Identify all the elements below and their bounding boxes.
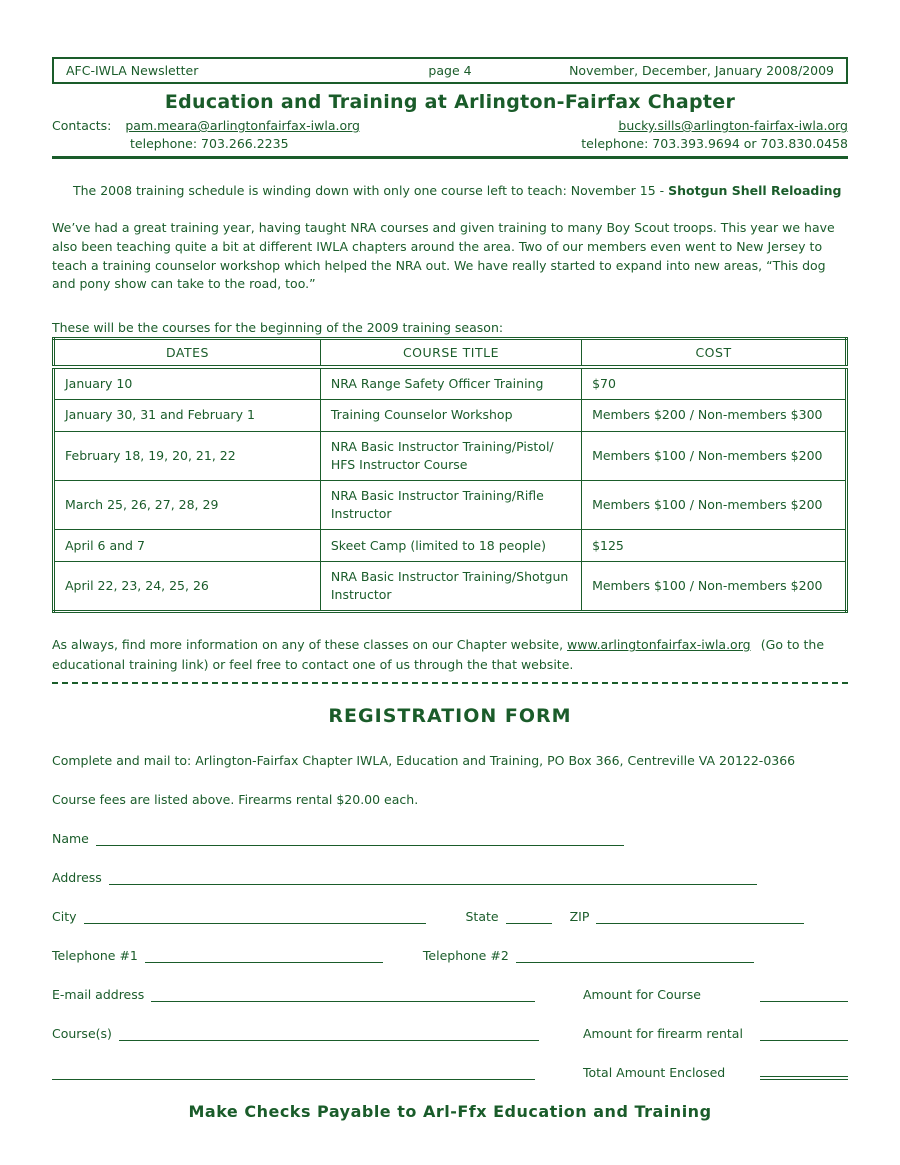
state-label: State [465, 909, 499, 925]
cell-course: NRA Basic Instructor Training/Shotgun Instructor [320, 562, 581, 612]
courses-blank-line [119, 1026, 539, 1041]
table-header-row [54, 339, 847, 367]
table-row [54, 399, 847, 431]
email-label: E-mail address [52, 987, 145, 1003]
amount-course-label: Amount for Course [583, 987, 701, 1003]
table-row [54, 480, 847, 529]
phones-row [52, 136, 848, 151]
total-enclosed-double-line [760, 1062, 848, 1080]
form-row-city-state-zip [52, 908, 848, 924]
table-row [54, 367, 847, 400]
form-row-email-amount [52, 986, 848, 1002]
table-row [54, 530, 847, 562]
address-blank-line [109, 870, 757, 885]
contact-email-left[interactable]: pam.meara@arlingtonfairfax-iwla.org [125, 118, 360, 133]
contact-phone-left: telephone: 703.266.2235 [130, 136, 289, 151]
mail-to-line: Complete and mail to: Arlington-Fairfax Chapter IWLA, Education and Training, PO Box 366, Centreville VA 20122-0366 [52, 753, 796, 769]
amount-course-blank-line [760, 987, 848, 1002]
website-note [52, 635, 848, 674]
page-title: Education and Training at Arlington-Fairfax Chapter [164, 91, 736, 113]
cell-dates: April 22, 23, 24, 25, 26 [54, 562, 321, 612]
form-row-telephones [52, 947, 848, 963]
form-row-courses-rental [52, 1025, 848, 1041]
course-schedule-table [52, 337, 848, 613]
form-row-name [52, 830, 848, 846]
form-row-address [52, 869, 848, 885]
website-note-after: (Go to the educational training link) or feel free to contact one of us through the that website. [52, 637, 825, 672]
total-enclosed-label: Total Amount Enclosed [583, 1065, 726, 1081]
cell-dates: January 10 [54, 367, 321, 400]
cell-course: NRA Basic Instructor Training/Rifle Instructor [320, 480, 581, 529]
page-number: page 4 [428, 63, 472, 78]
amount-rental-blank-line [760, 1026, 848, 1041]
column-header-cost: COST [582, 339, 847, 367]
issue-date: November, December, January 2008/2009 [569, 63, 835, 78]
cell-course: NRA Range Safety Officer Training [320, 367, 581, 400]
zip-label: ZIP [569, 909, 590, 925]
phone1-label: Telephone #1 [52, 948, 138, 964]
schedule-intro: These will be the courses for the beginning of the 2009 training season: [52, 320, 504, 335]
courses-continuation-blank-line [52, 1065, 535, 1080]
email-blank-line [151, 987, 535, 1002]
table-row [54, 562, 847, 612]
chapter-website-link[interactable]: www.arlingtonfairfax-iwla.org [567, 637, 751, 653]
form-row-total [52, 1064, 848, 1080]
contacts-row [52, 118, 848, 133]
cell-dates: February 18, 19, 20, 21, 22 [54, 431, 321, 480]
dashed-divider [52, 682, 848, 684]
name-label: Name [52, 831, 89, 847]
schedule-note-text: The 2008 training schedule is winding down with only one course left to teach: November 15 - [73, 183, 669, 198]
column-header-course: COURSE TITLE [320, 339, 581, 367]
zip-blank-line [596, 909, 804, 924]
amount-rental-label: Amount for firearm rental [583, 1026, 743, 1042]
training-year-paragraph: We’ve had a great training year, having taught NRA courses and given training to many Boy Scout troops. This year we have also been teaching quite a bit at different IWLA chapters around the area. Two of our members even went to New Jersey to teach a training counselor workshop which helped the NRA out. We have really started to expand into new areas, “This dog and pony show can take to the road, too.” [52, 220, 835, 292]
newsletter-name: AFC-IWLA Newsletter [66, 63, 199, 78]
city-label: City [52, 909, 77, 925]
contact-email-right[interactable]: bucky.sills@arlington-fairfax-iwla.org [618, 118, 848, 133]
page-header-box [52, 57, 848, 84]
table-row [54, 431, 847, 480]
contacts-label: Contacts: [52, 118, 112, 133]
phone1-blank-line [145, 948, 383, 963]
contact-phone-right: telephone: 703.393.9694 or 703.830.0458 [581, 136, 848, 151]
cell-cost: Members $100 / Non-members $200 [582, 562, 847, 612]
cell-cost: Members $200 / Non-members $300 [582, 399, 847, 431]
amount-rental-group [583, 1026, 848, 1041]
schedule-note [52, 183, 848, 198]
cell-course: Skeet Camp (limited to 18 people) [320, 530, 581, 562]
address-label: Address [52, 870, 102, 886]
cell-cost: Members $100 / Non-members $200 [582, 480, 847, 529]
total-enclosed-group [583, 1062, 848, 1080]
cell-cost: $70 [582, 367, 847, 400]
website-note-before: As always, find more information on any of these classes on our Chapter website, [52, 637, 568, 653]
amount-course-group [583, 987, 848, 1002]
phone2-blank-line [516, 948, 754, 963]
cell-dates: April 6 and 7 [54, 530, 321, 562]
column-header-dates: DATES [54, 339, 321, 367]
cell-dates: March 25, 26, 27, 28, 29 [54, 480, 321, 529]
state-blank-line [506, 909, 552, 924]
cell-cost: Members $100 / Non-members $200 [582, 431, 847, 480]
header-rule [52, 156, 848, 159]
cell-dates: January 30, 31 and February 1 [54, 399, 321, 431]
cell-course: NRA Basic Instructor Training/Pistol/ HFS Instructor Course [320, 431, 581, 480]
cell-course: Training Counselor Workshop [320, 399, 581, 431]
cell-cost: $125 [582, 530, 847, 562]
phone2-label: Telephone #2 [422, 948, 509, 964]
checks-payable-footer: Make Checks Payable to Arl-Ffx Education and Training [188, 1102, 712, 1122]
fees-note: Course fees are listed above. Firearms rental $20.00 each. [52, 792, 419, 808]
city-blank-line [84, 909, 426, 924]
schedule-note-bold: Shotgun Shell Reloading [668, 183, 842, 198]
registration-heading: REGISTRATION FORM [328, 705, 572, 728]
name-blank-line [96, 831, 624, 846]
courses-label: Course(s) [52, 1026, 112, 1042]
